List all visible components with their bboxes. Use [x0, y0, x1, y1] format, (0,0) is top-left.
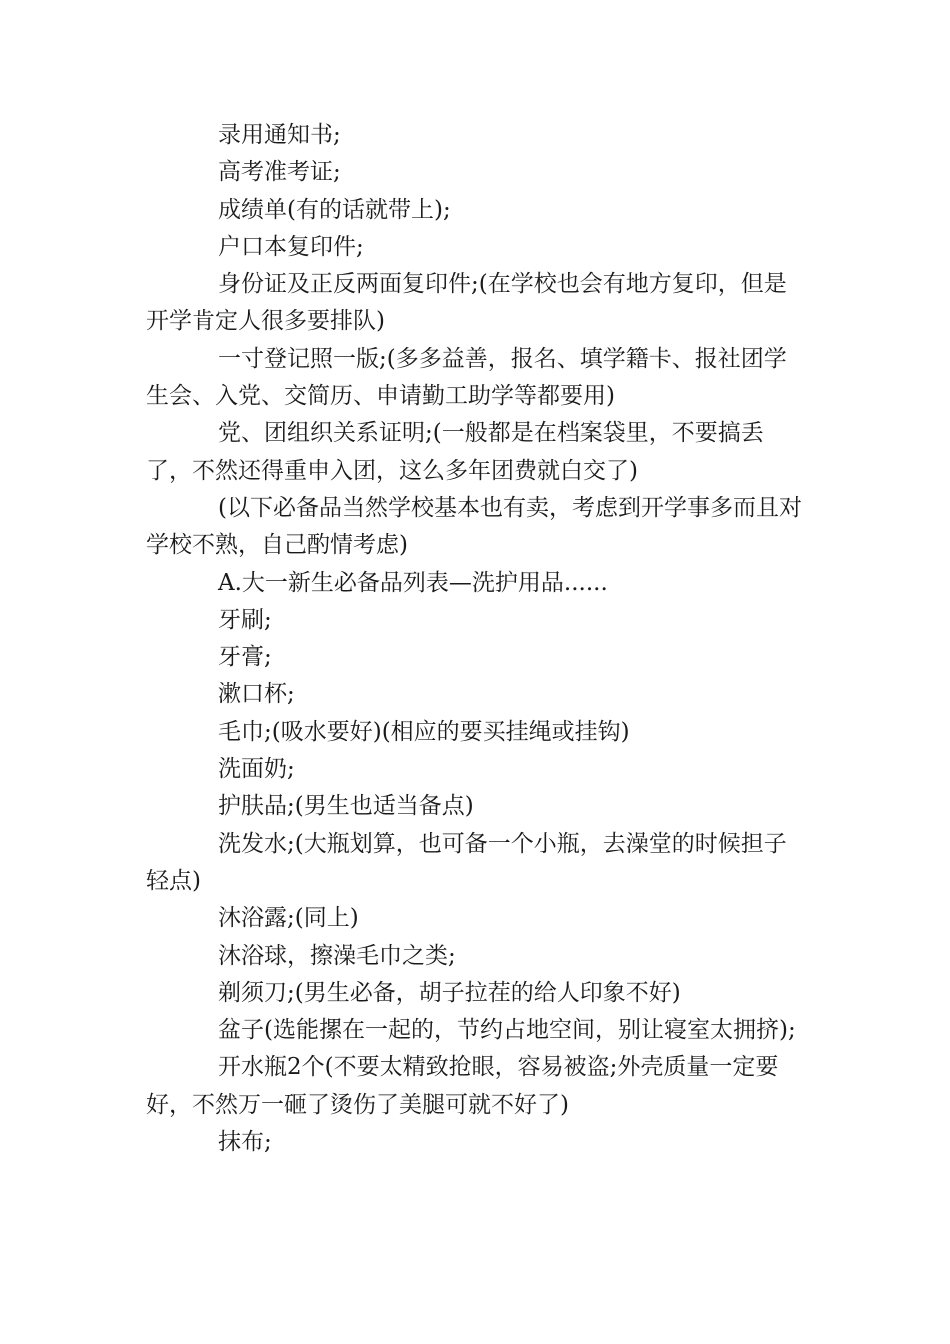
list-item-razor: 剃须刀;(男生必备，胡子拉茬的给人印象不好) — [218, 979, 681, 1006]
list-item-toothpaste: 牙膏; — [218, 644, 272, 671]
list-item-thermos: 开水瓶2个(不要太精致抢眼，容易被盗;外壳质量一定要好，不然万一砸了烫伤了美腿可就不好了) — [146, 1054, 779, 1118]
list-item-shampoo: 洗发水;(大瓶划算，也可备一个小瓶，去澡堂的时候担子轻点) — [146, 830, 787, 894]
paragraph-note: (以下必备品当然学校基本也有卖，考虑到开学事多而且对学校不熟，自己酌情考虑) — [146, 494, 802, 559]
list-item-towel: 毛巾;(吸水要好)(相应的要买挂绳或挂钩) — [218, 718, 630, 745]
paragraph-party-league-proof: 党、团组织关系证明;(一般都是在档案袋里，不要搞丢了，不然还得重申入团，这么多年团费就白交了) — [146, 420, 764, 484]
document-body — [146, 117, 808, 1161]
list-item-bath-sponge: 沐浴球，擦澡毛巾之类; — [218, 942, 456, 969]
paragraph-household-copy: 户口本复印件; — [218, 233, 364, 260]
paragraph-section-heading: A.大一新生必备品列表—洗护用品...... — [218, 569, 608, 596]
list-item-basin: 盆子(选能摞在一起的，节约占地空间，别让寝室太拥挤); — [218, 1017, 796, 1044]
list-item-rinse-cup: 漱口杯; — [218, 681, 295, 708]
list-item-toothbrush: 牙刷; — [218, 606, 272, 633]
list-item-skincare: 护肤品;(男生也适当备点) — [218, 793, 474, 820]
list-item-face-wash: 洗面奶; — [218, 756, 295, 783]
paragraph-id-card: 身份证及正反两面复印件;(在学校也会有地方复印，但是开学肯定人很多要排队) — [146, 271, 787, 335]
list-item-body-wash: 沐浴露;(同上) — [218, 905, 359, 932]
paragraph-photos: 一寸登记照一版;(多多益善，报名、填学籍卡、报社团学生会、入党、交简历、申请勤工助学等都要用) — [146, 345, 787, 410]
paragraph-exam-ticket: 高考准考证; — [218, 159, 341, 186]
list-item-rag: 抹布; — [218, 1129, 272, 1156]
paragraph-admission-notice: 录用通知书; — [218, 122, 341, 148]
paragraph-transcript: 成绩单(有的话就带上); — [218, 196, 451, 223]
